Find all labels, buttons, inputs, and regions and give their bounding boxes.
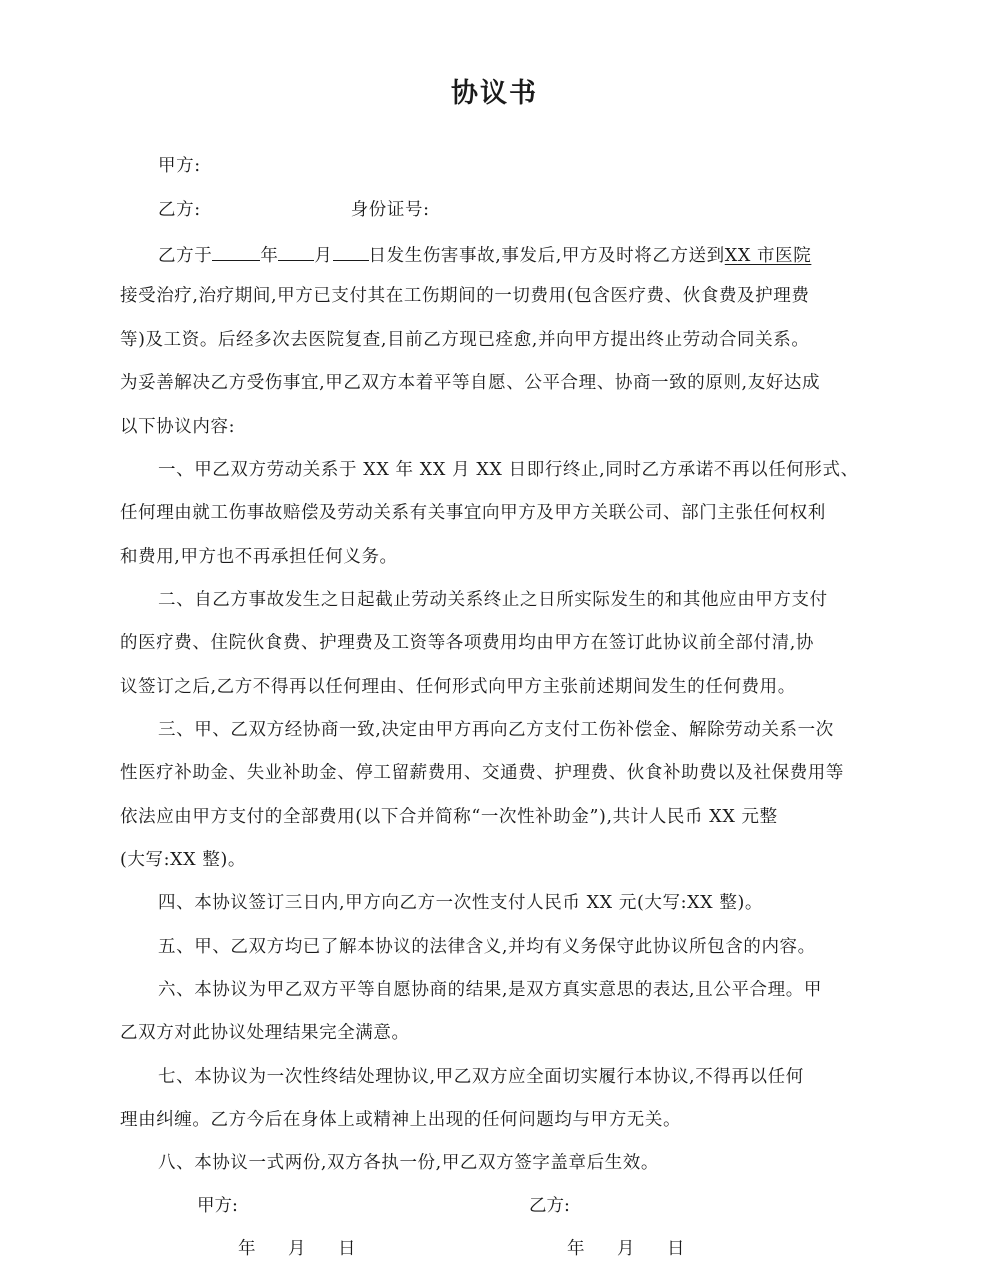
intro-line-5: 以下协议内容: xyxy=(120,417,236,437)
party-a-label: 甲方: xyxy=(158,156,201,176)
clause-6-line-1: 六、本协议为甲乙双方平等自愿协商的结果,是双方真实意思的表达,且公平合理。甲 xyxy=(158,980,822,1000)
clause-1-line-1: 一、甲乙双方劳动关系于 XX 年 XX 月 XX 日即行终止,同时乙方承诺不再以任何形式、 xyxy=(158,460,859,480)
clause-1-line-2: 任何理由就工伤事故赔偿及劳动关系有关事宜向甲方及甲方关联公司、部门主张任何权利 xyxy=(120,503,826,523)
party-b-date-month: 月 xyxy=(617,1239,635,1259)
clause-3-line-1: 三、甲、乙双方经协商一致,决定由甲方再向乙方支付工伤补偿金、解除劳动关系一次 xyxy=(158,720,834,740)
day-blank xyxy=(333,240,369,261)
clause-8-line-1: 八、本协议一式两份,双方各执一份,甲乙双方签字盖章后生效。 xyxy=(158,1153,660,1173)
party-b-label: 乙方: xyxy=(158,200,201,220)
intro-seg-3: 月 xyxy=(314,246,333,266)
clause-1-line-3: 和费用,甲方也不再承担任何义务。 xyxy=(120,547,398,567)
intro-seg-2: 年 xyxy=(260,246,279,266)
clause-7-line-1: 七、本协议为一次性终结处理协议,甲乙双方应全面切实履行本协议,不得再以任何 xyxy=(158,1067,804,1087)
clause-2-line-2: 的医疗费、住院伙食费、护理费及工资等各项费用均由甲方在签订此协议前全部付清,协 xyxy=(120,633,814,653)
intro-line-3: 等)及工资。后经多次去医院复查,目前乙方现已痊愈,并向甲方提出终止劳动合同关系。 xyxy=(120,330,810,350)
intro-seg-4: 日发生伤害事故,事发后,甲方及时将乙方送到 xyxy=(368,246,725,266)
clause-3-line-3: 依法应由甲方支付的全部费用(以下合并简称“一次性补助金”),共计人民币 XX 元整 xyxy=(120,807,778,827)
intro-line-1 xyxy=(158,240,872,269)
intro-seg-1: 乙方于 xyxy=(158,246,213,266)
clause-2-line-1: 二、自乙方事故发生之日起截止劳动关系终止之日所实际发生的和其他应由甲方支付 xyxy=(158,590,828,610)
party-b-date-day: 日 xyxy=(667,1239,685,1259)
party-b-date-year: 年 xyxy=(567,1239,585,1259)
clause-6-line-2: 乙双方对此协议处理结果完全满意。 xyxy=(120,1023,410,1043)
clause-7-line-2: 理由纠缠。乙方今后在身体上或精神上出现的任何问题均与甲方无关。 xyxy=(120,1110,682,1130)
party-b-line xyxy=(158,197,872,223)
year-blank xyxy=(212,240,260,261)
party-a-date-month: 月 xyxy=(288,1239,306,1259)
intro-line-2: 接受治疗,治疗期间,甲方已支付其在工伤期间的一切费用(包含医疗费、伙食费及护理费 xyxy=(120,286,810,306)
month-blank xyxy=(278,240,314,261)
intro-line-4: 为妥善解决乙方受伤事宜,甲乙双方本着平等自愿、公平合理、协商一致的原则,友好达成 xyxy=(120,373,821,393)
clause-4-line-1: 四、本协议签订三日内,甲方向乙方一次性支付人民币 XX 元(大写:XX 整)。 xyxy=(158,893,764,913)
id-number-label: 身份证号: xyxy=(350,200,430,220)
document-title: 协议书 xyxy=(451,78,538,109)
clause-2-line-3: 议签订之后,乙方不得再以任何理由、任何形式向甲方主张前述期间发生的任何费用。 xyxy=(120,677,796,697)
clause-5-line-1: 五、甲、乙双方均已了解本协议的法律含义,并均有义务保守此协议所包含的内容。 xyxy=(158,937,816,957)
signature-party-a: 甲方: xyxy=(197,1196,238,1216)
party-b-date xyxy=(567,1236,685,1262)
party-a-date-year: 年 xyxy=(238,1239,256,1259)
party-a-date xyxy=(238,1236,356,1262)
clause-3-line-4: (大写:XX 整)。 xyxy=(120,850,247,870)
hospital-name: XX 市医院 xyxy=(724,246,812,266)
clause-3-line-2: 性医疗补助金、失业补助金、停工留薪费用、交通费、护理费、伙食补助费以及社保费用等 xyxy=(120,763,844,783)
signature-party-b: 乙方: xyxy=(529,1196,570,1216)
party-a-line xyxy=(158,153,872,179)
party-a-date-day: 日 xyxy=(338,1239,356,1259)
